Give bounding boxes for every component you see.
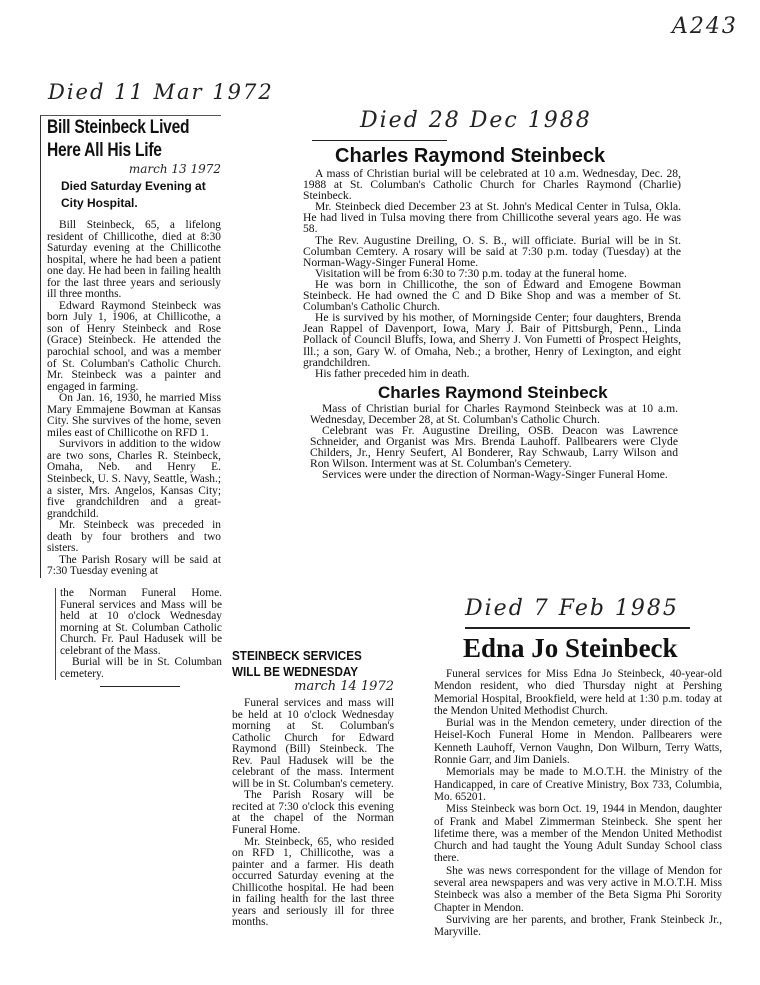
paragraph: The Parish Rosary will be said at 7:30 Tuesday evening at: [47, 553, 221, 578]
bill-obituary-clipping: [40, 115, 221, 578]
edna-column: [434, 633, 722, 939]
paragraph: Services were under the direction of Norman-Wagy-Singer Funeral Home.: [322, 468, 668, 482]
paragraph: Mr. Steinbeck died December 23 at St. John's Medical Center in Tulsa, Okla. He had lived in Tulsa moving there from Chillicothe several years ago. He was 58.: [303, 200, 681, 236]
divider: [312, 140, 447, 141]
handwritten-date: Died 11 Mar 1972: [48, 80, 274, 104]
divider: [100, 686, 180, 687]
headline: Edna Jo Steinbeck: [463, 633, 678, 663]
paragraph: A mass of Christian burial will be celebrated at 10 a.m. Wednesday, Dec. 28, 1988 at St. Columban's Catholic Church for Charles Raymond (Charlie) Steinbeck.: [303, 167, 681, 203]
paragraph: Burial will be in St. Columban cemetery.: [60, 656, 222, 680]
services-clipping: [232, 648, 394, 929]
paragraph: Edward Raymond Steinbeck was born July 1, 1906, at Chillicothe, a son of Henry Steinbeck and Rose (Grace) Steinbeck. He attended the parochial school, and was a member of St. Columban's Catholic Church. Mr. Steinbeck was a painter and engaged in farming.: [47, 299, 221, 393]
divider: [465, 627, 690, 629]
article-body: [232, 698, 394, 929]
paragraph: Surviving are her parents, and brother, Frank Steinbeck Jr., Maryville.: [434, 913, 722, 939]
page-number-note: A243: [672, 14, 738, 39]
headline-line: Here All His Life: [47, 140, 162, 161]
headline-line: STEINBECK SERVICES: [232, 648, 362, 663]
bill-column: [40, 115, 221, 687]
paragraph: Celebrant was Fr. Augustine Dreiling, OSB. Deacon was Lawrence Schneider, and Organist was Mrs. Brenda Lauhoff. Pallbearers were Clyde Childers, Jr., Henry Seufert, Al Bonderer, Ray Schwaub, Larry Wilson and Ron Wilson. Interment was at St. Columban's Cemetery.: [310, 423, 678, 471]
paragraph: She was news correspondent for the village of Mendon for several area newspapers and was very active in M.O.T.H. Miss Steinbeck was also a member of the Beta Sigma Phi Sorority Chapter in Mendon.: [434, 864, 722, 914]
paragraph: He was born in Chillicothe, the son of Edward and Emogene Bowman Steinbeck. He had owned the C and D Bike Shop and was a member of St. Columban's Catholic Church.: [303, 277, 681, 314]
headline-line: Bill Steinbeck Lived: [47, 117, 190, 138]
followup-headline: Charles Raymond Steinbeck: [378, 382, 608, 402]
subhead: Died Saturday Evening at City Hospital.: [61, 179, 206, 210]
handwritten-note: march 13 1972: [128, 162, 221, 176]
paragraph: Burial was in the Mendon cemetery, under direction of the Heisel-Koch Funeral Home in Mendon. Pallbearers were Kenneth Lauhoff, Vernon Vaughn, Don Wilburn, Terry Watts, Ronnie Garr, and Jim Daniels.: [434, 717, 722, 767]
paragraph: His father preceded him in death.: [315, 366, 470, 380]
headline-line: WILL BE WEDNESDAY: [232, 664, 359, 679]
paragraph: Funeral services and mass will be held at 10 o'clock Wednesday morning at St. Columban's Catholic Church for Edward Raymond (Bill) Steinbeck. The Rev. Paul Hadusek will be the celebrant of the mass. Interment will be in St. Columban's cemetery.: [232, 697, 394, 790]
paragraph: He is survived by his mother, of Morningside Center; four daughters, Brenda Jean Rappel of Davenport, Iowa, Mary J. Bair of Pittsburgh, Penn., Linda Pollack of Council Bluffs, Iowa, and Sherry J. Von Fumetti of Prospect Heights, Ill.; a son, Gary W. of Omaha, Neb.; a brother, Henry of Lexington, and eight grandchildren.: [303, 311, 681, 369]
paragraph: The Parish Rosary will be recited at 7:30 o'clock this evening at the chapel of the Norman Funeral Home.: [232, 789, 394, 837]
paragraph: Memorials may be made to M.O.T.H. the Ministry of the Handicapped, in care of Creative Ministry, Box 733, Columbia, Mo. 65201.: [434, 766, 722, 803]
charles-column: [303, 145, 681, 480]
paragraph: Survivors in addition to the widow are two sons, Charles R. Steinbeck, Omaha, Neb. and Henry E. Steinbeck, U. S. Navy, Seattle, Wash.; a sister, Mrs. Angelos, Kansas City; five grandchildren and a great-grandchild.: [47, 438, 221, 520]
paragraph: Mr. Steinbeck, 65, who resided on RFD 1, Chillicothe, was a painter and a farmer. His death occurred Saturday evening at the Chillicothe hospital. He had been in failing health for the last three years and seriously ill for three months.: [232, 835, 394, 929]
article-body: [47, 220, 221, 578]
headline: Charles Raymond Steinbeck: [335, 145, 606, 167]
followup-body: [310, 403, 678, 481]
article-body: [434, 668, 722, 939]
handwritten-date: Died 7 Feb 1985: [465, 596, 679, 621]
paragraph: Bill Steinbeck, 65, a lifelong resident of Chillicothe, died at 8:30 Saturday evening at the Chillicothe hospital, where he had been a patient one day. He had been in failing health for the last three years and seriously ill three months.: [47, 219, 221, 301]
paragraph: Funeral services for Miss Edna Jo Steinbeck, 40-year-old Mendon resident, who died Thursday night at Pershing Memorial Hospital, Brookfield, were held at 1:30 p.m. today at the Mendon United Methodist Church.: [434, 668, 722, 717]
bill-obituary-continuation: [55, 588, 222, 680]
paragraph: The Rev. Augustine Dreiling, O. S. B., will officiate. Burial will be in St. Columban Cemtery. A rosary will be said at 7:30 p.m. today (Tuesday) at the Norman-Wagy-Singer Funeral Home.: [303, 233, 681, 269]
handwritten-note: march 14 1972: [294, 679, 394, 694]
paragraph: Visitation will be from 6:30 to 7:30 p.m. today at the funeral home.: [315, 266, 627, 280]
article-body: [303, 168, 681, 379]
paragraph: Miss Steinbeck was born Oct. 19, 1944 in Mendon, daughter of Frank and Mabel Zimmerman Steinbeck. She spent her lifetime there, was a member of the Mendon United Methodist Church and had taught the Young Adult Sunday School class there.: [434, 803, 722, 865]
handwritten-date: Died 28 Dec 1988: [360, 108, 592, 133]
paragraph: On Jan. 16, 1930, he married Miss Mary Emmajene Bowman at Kansas City. She survives of the home, seven miles east of Chillicothe on RFD 1.: [47, 392, 221, 439]
paragraph: Mr. Steinbeck was preceded in death by four brothers and two sisters.: [47, 519, 221, 555]
paragraph: Mass of Christian burial for Charles Raymond Steinbeck was at 10 a.m. Wednesday, December 28, at St. Columban's Catholic Church.: [310, 401, 678, 426]
paragraph: the Norman Funeral Home. Funeral services and Mass will be held at 10 o'clock Wednesday morning at St. Columban Catholic Church. Fr. Paul Hadusek will be celebrant of the Mass.: [60, 586, 222, 657]
